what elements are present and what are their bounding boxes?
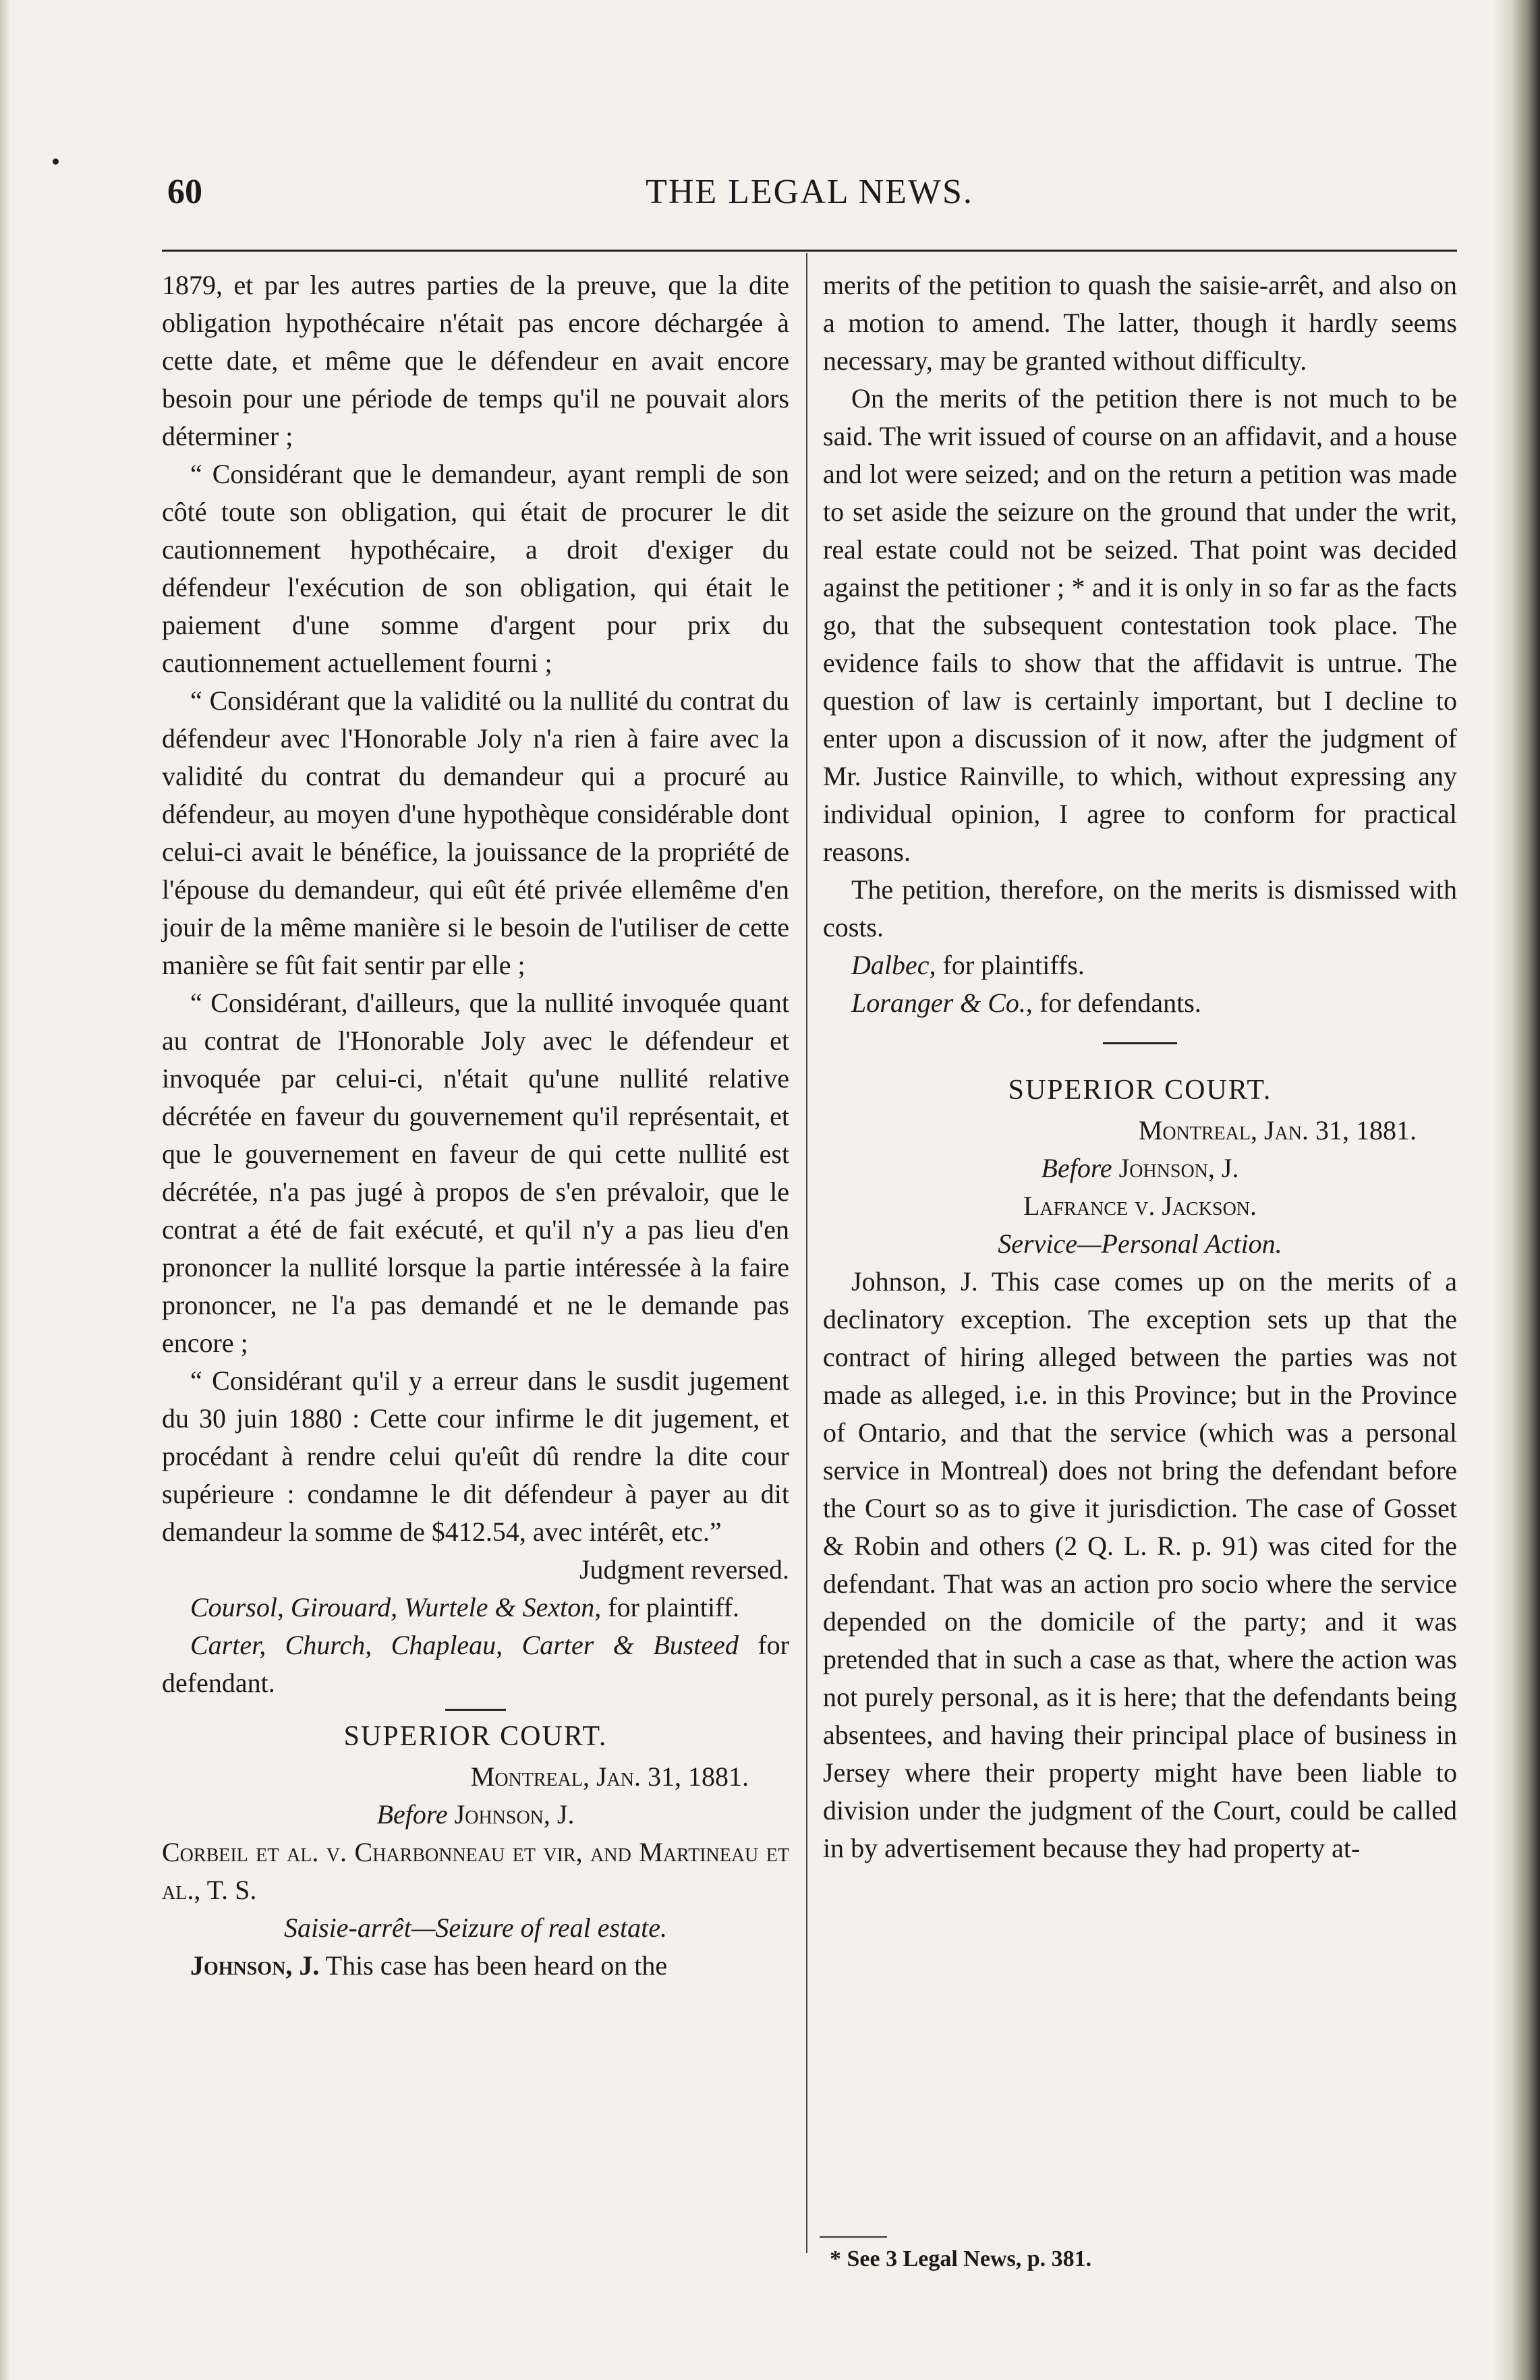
footnote: * See 3 Legal News, p. 381. [830,2246,1092,2271]
ink-speck [53,159,59,165]
footnote-rule [820,2236,887,2238]
paragraph: Johnson, J. This case comes up on the merits of a declinatory exception. The exception sets up that the contract of hiring alleged between the parties was not made as alleged, i.e. in this Province; but in the Province of Ontario, and that the service (which was a personal service in Montreal) does not bring the defendant before the Court so as to give it jurisdiction. The case of Gosset & Robin and others (2 Q. L. R. p. 91) was cited for the defendant. That was an action pro socio where the service depended on the domicile of the party; and it was pretended that in such a case as that, where the action was not purely personal, as it is here; that the defendants being absentees, and having their principal place of business in Jersey where their property might have been liable to division under the judgment of the Court, could be called in by advertisement because they had property at- [823,1266,1457,1863]
section-rule [1103,1042,1177,1044]
case-parties: Lafrance v. Jackson. [1023,1191,1257,1221]
before-line [162,1796,789,1834]
paragraph: “ Considérant, d'ailleurs, que la nullité invoquée quant au contrat de l'Honorable Joly avec le défendeur et invoquée par celui-ci, n'était qu'une nullité relative décrétée en faveur du gouvernement qu'il représentait, et que le gouvernement en faveur de qui cette nullité est décrétée, n'a pas jugé à propos de s'en prévaloir, que le contrat a été de fait exécuté, et qu'il n'y a pas lieu d'en prononcer la nullité lorsque la partie intéressée à la faire prononcer, ne l'a pas demandé et ne le demande pas encore ; [162,988,789,1358]
running-title: THE LEGAL NEWS. [646,173,973,211]
counsel-names: Coursol, Girouard, Wurtele & Sexton, [190,1592,602,1622]
judgment-note: Judgment reversed. [579,1554,789,1585]
counsel-line [162,1589,789,1626]
paragraph: “ Considérant que la validité ou la nullité du contrat du défendeur avec l'Honorable Joly n'a rien à faire avec la validité du contrat du demandeur qui a procuré au défendeur, au moyen d'une hypothèque considérable dont celui-ci avait le bénéfice, la jouissance de la propriété de l'épouse du demandeur, qui eût été privée ellemême d'en jouir de la même manière si le besoin de l'utiliser de cette manière se fût fait sentir par elle ; [162,685,789,980]
paragraph [162,1947,789,1985]
paragraph: On the merits of the petition there is not much to be said. The writ issued of course on an affidavit, and a house and lot were seized; and on the return a petition was made to set aside the seizure on the ground that under the writ, real estate could not be seized. That point was decided against the petitioner ; * and it is only in so far as the facts go, that the subsequent contestation took place. The evidence fails to show that the affidavit is untrue. The question of law is certainly important, but I decline to enter upon a discussion of it now, after the judgment of Mr. Justice Rainville, to which, without expressing any individual opinion, I agree to conform for practical reasons. [823,383,1457,867]
before-line [823,1150,1457,1187]
page-edge-shadow [1493,0,1540,2380]
counsel-names: Carter, Church, Chapleau, Carter & Busteed [190,1630,739,1660]
opening-text: This case has been heard on the [319,1950,668,1981]
right-column [823,266,1457,1867]
counsel-names: Dalbec, [851,950,936,980]
paragraph: “ Considérant qu'il y a erreur dans le susdit jugement du 30 juin 1880 : Cette cour infirme le dit jugement, et procédant à rendre celui qu'eût dû rendre la dite cour supérieure : condamne le dit défendeur à payer au dit demandeur la somme de $412.54, avec intérêt, etc.” [162,1365,789,1547]
counsel-line [823,946,1457,984]
case-subject: Service—Personal Action. [998,1228,1282,1259]
dateline: Montreal, Jan. 31, 1881. [1138,1115,1417,1145]
judge-name: Johnson, J. [1112,1153,1239,1183]
before-label: Before [1041,1153,1112,1183]
counsel-line [823,984,1457,1022]
counsel-role: for defendant. [162,1630,789,1698]
section-rule [445,1709,506,1711]
paragraph: 1879, et par les autres parties de la preuve, que la dite obligation hypothécaire n'était pas encore déchargée à cette date, et même que le défendeur en avait encore besoin pour une période de temps qu'il ne pouvait alors déterminer ; [162,270,789,451]
before-label: Before [376,1799,448,1830]
judge-name: Johnson, J. [190,1950,320,1981]
counsel-role: for plaintiff. [601,1592,740,1622]
case-parties: Corbeil et al. v. Charbonneau et vir, and Martineau et al., T. S. [162,1837,789,1905]
counsel-role: for plaintiffs. [936,950,1085,980]
paragraph: The petition, therefore, on the merits is dismissed with costs. [823,874,1457,942]
column-divider [806,253,807,2253]
header-rule [162,250,1457,252]
paragraph: “ Considérant que le demandeur, ayant rempli de son côté toute son obligation, qui était de procurer le dit cautionnement hypothécaire, a droit d'exiger du défendeur l'exécution de son obligation, qui était le paiement d'une somme d'argent pour prix du cautionnement actuellement fourni ; [162,459,789,678]
left-column [162,266,789,1985]
counsel-line [162,1626,789,1702]
paragraph: merits of the petition to quash the saisie-arrêt, and also on a motion to amend. The latter, though it hardly seems necessary, may be granted without difficulty. [823,270,1457,376]
page-header [162,172,1457,219]
page-number: 60 [167,173,202,211]
court-heading: SUPERIOR COURT. [1008,1075,1272,1106]
page-binding-shadow [0,0,11,2380]
judge-name: Johnson, J. [447,1799,575,1830]
case-subject: Saisie-arrêt—Seizure of real estate. [283,1913,668,1943]
counsel-names: Loranger & Co., [851,988,1033,1018]
court-heading: SUPERIOR COURT. [343,1721,608,1752]
dateline: Montreal, Jan. 31, 1881. [470,1761,749,1792]
counsel-role: for defendants. [1032,988,1201,1018]
